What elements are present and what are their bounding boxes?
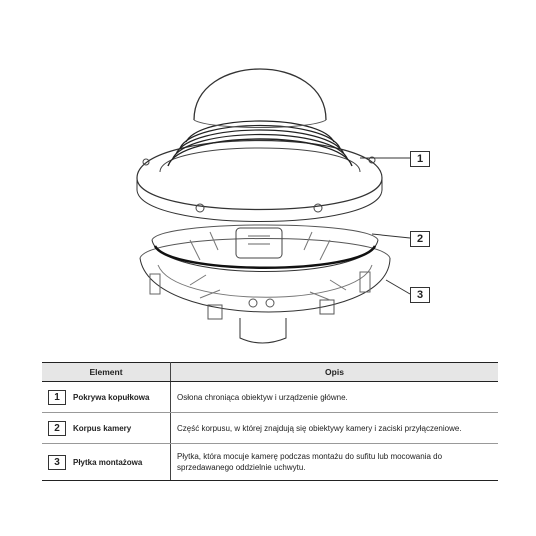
element-name: Pokrywa kopułkowa <box>73 392 150 402</box>
callout-1: 1 <box>410 151 430 167</box>
row-number-badge: 2 <box>48 421 66 436</box>
element-name: Płytka montażowa <box>73 457 143 467</box>
element-cell <box>42 382 171 413</box>
element-name: Korpus kamery <box>73 423 132 433</box>
element-cell <box>42 444 171 481</box>
header-element: Element <box>42 363 171 382</box>
table-row <box>42 382 498 413</box>
mounting-plate-outline <box>140 258 390 312</box>
row-number-badge: 3 <box>48 455 66 470</box>
cable-exit <box>240 318 286 343</box>
parts-table <box>42 362 498 481</box>
element-cell <box>42 413 171 444</box>
dome-bubble <box>194 69 326 120</box>
description-cell: Część korpusu, w której znajdują się obiektywy kamery i zaciski przyłączeniowe. <box>171 413 499 444</box>
row-number-badge: 1 <box>48 390 66 405</box>
callout-leader-2 <box>372 234 410 238</box>
table-row <box>42 444 498 481</box>
callout-2: 2 <box>410 231 430 247</box>
table-header-row <box>42 363 498 382</box>
callout-leader-3 <box>386 280 410 294</box>
description-cell: Płytka, która mocuje kamerę podczas montażu do sufitu lub mocowania do sprzedawanego oddzielnie uchwytu. <box>171 444 499 481</box>
callout-3: 3 <box>410 287 430 303</box>
header-description: Opis <box>171 363 499 382</box>
table-row <box>42 413 498 444</box>
description-cell: Osłona chroniąca obiektyw i urządzenie główne. <box>171 382 499 413</box>
